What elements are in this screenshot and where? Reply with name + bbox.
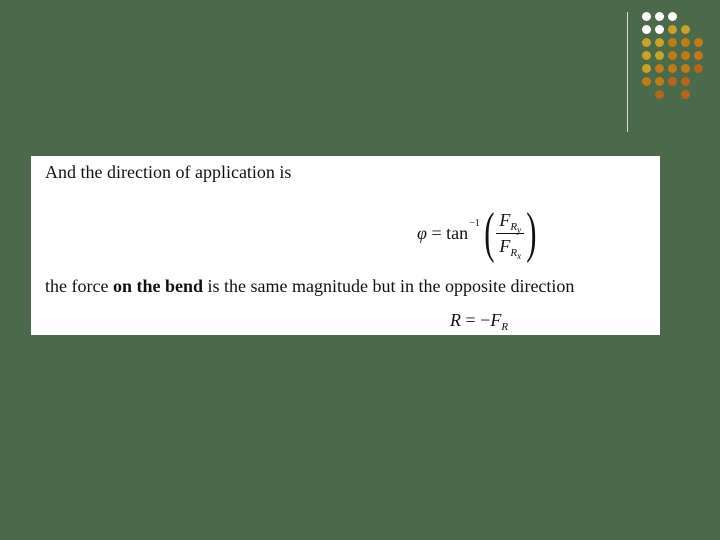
decorative-dot: [668, 38, 677, 47]
denominator-var: F: [499, 235, 511, 256]
decorative-dot: [694, 38, 703, 47]
fraction-denominator: [496, 234, 524, 261]
right-paren: ): [526, 202, 537, 264]
decorative-dot: [655, 38, 664, 47]
numerator-var: F: [499, 209, 511, 230]
decorative-dot: [642, 12, 651, 21]
decorative-dot-grid: [640, 10, 720, 120]
decorative-dot: [668, 12, 677, 21]
decorative-dot: [681, 51, 690, 60]
equals-sign: =: [426, 222, 447, 243]
decorative-dot: [655, 64, 664, 73]
direction-intro-text: And the direction of application is: [45, 162, 292, 182]
decorative-dot: [681, 77, 690, 86]
r-equals: = −: [461, 310, 491, 330]
numerator-subsub: y: [517, 224, 522, 235]
decorative-dot: [681, 38, 690, 47]
decorative-divider-line: [627, 12, 628, 132]
numerator-sub: R: [510, 220, 518, 233]
decorative-dot: [694, 64, 703, 73]
decorative-dot: [642, 25, 651, 34]
r-symbol: R: [450, 310, 461, 330]
r-formula: [450, 310, 508, 331]
decorative-dot: [655, 51, 664, 60]
decorative-dot: [655, 90, 664, 99]
r-sub: R: [501, 321, 509, 333]
decorative-dot: [655, 25, 664, 34]
denominator-sub: R: [510, 246, 518, 259]
force-on-bend-text: [45, 276, 574, 297]
decorative-dot: [642, 51, 651, 60]
decorative-dot: [642, 38, 651, 47]
phi-symbol: φ: [417, 222, 427, 243]
decorative-dot: [681, 25, 690, 34]
decorative-dot: [668, 51, 677, 60]
equation-image-panel: [31, 156, 660, 335]
decorative-dot: [681, 64, 690, 73]
decorative-dot: [681, 90, 690, 99]
decorative-dot: [668, 25, 677, 34]
decorative-dot: [655, 12, 664, 21]
fraction-numerator: [496, 210, 524, 234]
line2-before: the force: [45, 276, 113, 296]
denominator-subsub: x: [517, 250, 522, 261]
decorative-dot: [655, 77, 664, 86]
decorative-dot: [642, 64, 651, 73]
decorative-dot: [668, 77, 677, 86]
r-var: F: [490, 310, 502, 330]
line2-bold: on the bend: [112, 276, 203, 296]
phi-formula: [417, 198, 541, 268]
decorative-dot: [694, 51, 703, 60]
fraction: [496, 209, 524, 261]
left-paren: (: [483, 202, 495, 264]
tan-function: tan: [446, 222, 469, 243]
inverse-superscript: −1: [469, 217, 480, 229]
line2-after: is the same magnitude but in the opposite direction: [203, 276, 575, 296]
decorative-dot: [668, 64, 677, 73]
decorative-dot: [642, 77, 651, 86]
